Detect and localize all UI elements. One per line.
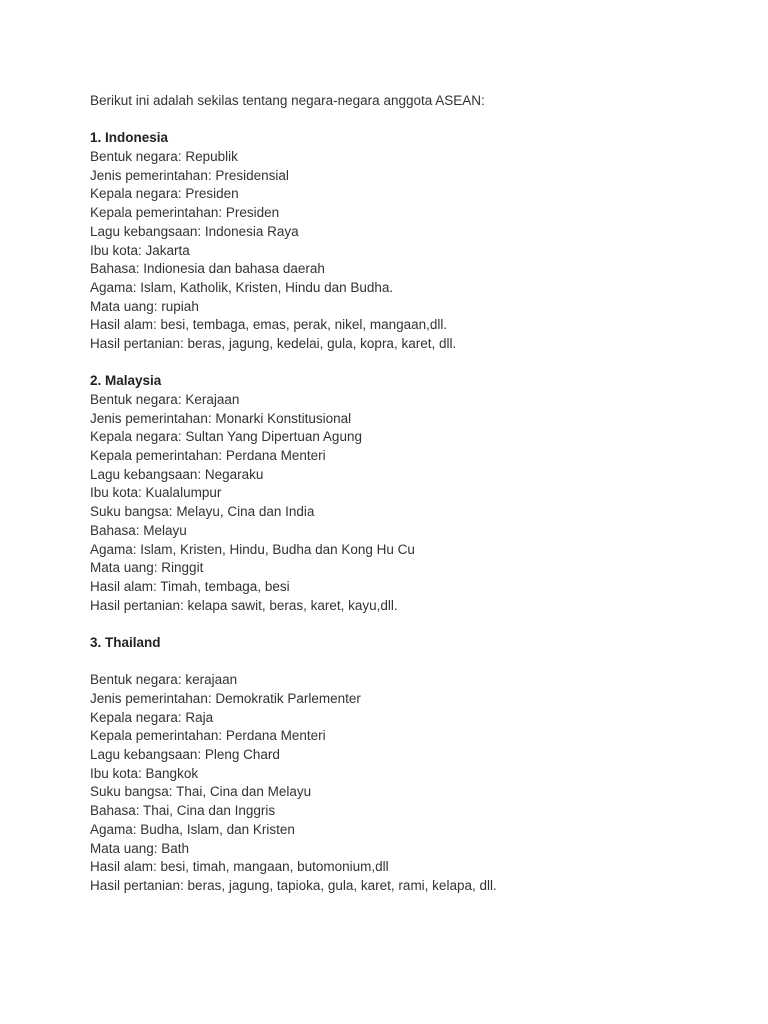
info-line: Mata uang: Ringgit xyxy=(90,560,204,576)
info-line: Agama: Islam, Kristen, Hindu, Budha dan Kong Hu Cu xyxy=(90,541,415,557)
info-line: Lagu kebangsaan: Negaraku xyxy=(90,466,264,482)
info-line: Bahasa: Thai, Cina dan Inggris xyxy=(90,803,276,819)
info-line: Mata uang: rupiah xyxy=(90,298,199,314)
info-line: Jenis pemerintahan: Presidensial xyxy=(90,167,289,183)
info-line: Jenis pemerintahan: Monarki Konstitusional xyxy=(90,410,352,426)
info-line: Bahasa: Indionesia dan bahasa daerah xyxy=(90,261,325,277)
info-line: Hasil pertanian: beras, jagung, tapioka, gula, karet, rami, kelapa, dll. xyxy=(90,877,497,893)
info-line: Agama: Islam, Katholik, Kristen, Hindu dan Budha. xyxy=(90,279,394,295)
info-line: Hasil pertanian: kelapa sawit, beras, karet, kayu,dll. xyxy=(90,597,398,613)
info-line: Kepala negara: Sultan Yang Dipertuan Agung xyxy=(90,429,362,445)
info-line: Jenis pemerintahan: Demokratik Parlementer xyxy=(90,691,361,706)
info-line: Mata uang: Bath xyxy=(90,840,190,856)
spacer xyxy=(90,354,730,373)
intro-text: Berikut ini adalah sekilas tentang negara-negara anggota ASEAN: xyxy=(90,93,485,108)
spacer xyxy=(90,615,730,634)
info-line: Kepala pemerintahan: Presiden xyxy=(90,205,280,221)
section-malaysia xyxy=(90,372,730,615)
info-line: Hasil alam: Timah, tembaga, besi xyxy=(90,578,290,594)
spacer xyxy=(90,111,730,130)
section-heading: 1. Indonesia xyxy=(90,130,169,146)
section-thailand xyxy=(90,634,730,896)
info-line: Bahasa: Melayu xyxy=(90,522,187,538)
info-line: Kepala negara: Presiden xyxy=(90,186,239,202)
info-line: Bentuk negara: kerajaan xyxy=(90,672,238,688)
info-line: Hasil pertanian: beras, jagung, kedelai, gula, kopra, karet, dll. xyxy=(90,335,457,351)
document-body xyxy=(90,92,730,896)
section-heading: 2. Malaysia xyxy=(90,373,162,389)
info-line: Kepala pemerintahan: Perdana Menteri xyxy=(90,448,326,464)
info-line: Suku bangsa: Thai, Cina dan Melayu xyxy=(90,784,312,800)
spacer xyxy=(90,653,730,672)
info-line: Ibu kota: Jakarta xyxy=(90,242,190,258)
section-indonesia xyxy=(90,129,730,353)
info-line: Lagu kebangsaan: Pleng Chard xyxy=(90,747,280,763)
info-line: Hasil alam: besi, tembaga, emas, perak, nikel, mangaan,dll. xyxy=(90,317,448,333)
info-line: Ibu kota: Bangkok xyxy=(90,765,199,781)
info-line: Lagu kebangsaan: Indonesia Raya xyxy=(90,223,299,239)
info-line: Bentuk negara: Kerajaan xyxy=(90,392,240,407)
info-line: Hasil alam: besi, timah, mangaan, butomonium,dll xyxy=(90,859,389,875)
info-line: Kepala pemerintahan: Perdana Menteri xyxy=(90,728,326,744)
section-heading: 3. Thailand xyxy=(90,634,161,650)
info-line: Kepala negara: Raja xyxy=(90,709,214,725)
info-line: Agama: Budha, Islam, dan Kristen xyxy=(90,821,295,837)
info-line: Suku bangsa: Melayu, Cina dan India xyxy=(90,504,315,520)
info-line: Bentuk negara: Republik xyxy=(90,149,238,165)
info-line: Ibu kota: Kualalumpur xyxy=(90,485,222,501)
